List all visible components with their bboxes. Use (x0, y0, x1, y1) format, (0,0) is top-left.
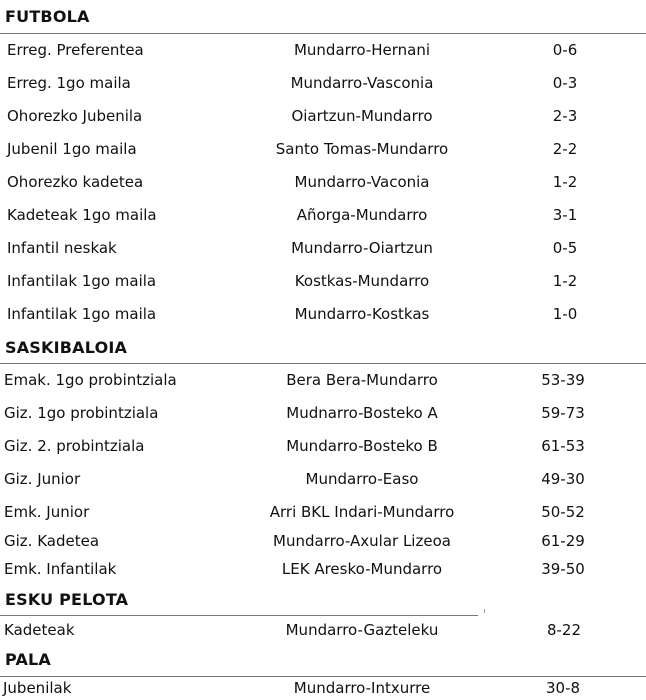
section-divider-esku-pelota (0, 615, 478, 616)
table-row (0, 618, 646, 642)
score-cell: 59-73 (541, 404, 585, 422)
table-row (0, 137, 646, 161)
category-cell: Giz. Junior (4, 470, 81, 488)
table-row (0, 401, 646, 425)
match-cell: Mundarro-Gazteleku (285, 621, 439, 639)
section-title-futbola: FUTBOLA (5, 7, 90, 26)
score-cell: 1-0 (552, 305, 578, 323)
category-cell: Giz. Kadetea (4, 532, 100, 550)
score-cell: 49-30 (541, 470, 585, 488)
match-cell: Oiartzun-Mundarro (291, 107, 433, 125)
table-row (0, 368, 646, 392)
table-row (0, 467, 646, 491)
section-title-esku-pelota: ESKU PELOTA (5, 590, 129, 609)
match-cell: Santo Tomas-Mundarro (275, 140, 449, 158)
match-cell: Mundarro-Bosteko B (286, 437, 438, 455)
match-cell: LEK Aresko-Mundarro (281, 560, 443, 578)
score-cell: 3-1 (552, 206, 578, 224)
score-cell: 30-8 (545, 679, 581, 697)
category-cell: Erreg. Preferentea (7, 41, 144, 59)
score-cell: 0-6 (552, 41, 578, 59)
stray-mark (484, 609, 485, 613)
match-cell: Mundarro-Kostkas (294, 305, 430, 323)
table-row (0, 500, 646, 524)
match-cell: Mundarro-Axular Lizeoa (273, 532, 451, 550)
match-cell: Arri BKL Indari-Mundarro (269, 503, 455, 521)
score-cell: 61-53 (541, 437, 585, 455)
category-cell: Emak. 1go probintziala (4, 371, 177, 389)
category-cell: Emk. Junior (4, 503, 90, 521)
category-cell: Erreg. 1go maila (7, 74, 131, 92)
score-cell: 2-3 (552, 107, 578, 125)
score-cell: 2-2 (552, 140, 578, 158)
table-row (0, 236, 646, 260)
section-divider-futbola (0, 33, 646, 34)
category-cell: Jubenil 1go maila (7, 140, 137, 158)
category-cell: Infantil neskak (7, 239, 117, 257)
table-row (0, 302, 646, 326)
score-cell: 53-39 (541, 371, 585, 389)
table-row (0, 104, 646, 128)
category-cell: Giz. 2. probintziala (4, 437, 145, 455)
category-cell: Jubenilak (3, 679, 72, 697)
match-cell: Bera Bera-Mundarro (286, 371, 438, 389)
category-cell: Kadeteak (4, 621, 75, 639)
table-row (0, 529, 646, 553)
match-cell: Mundarro-Intxurre (293, 679, 431, 697)
table-row (0, 676, 646, 700)
score-cell: 39-50 (541, 560, 585, 578)
score-cell: 50-52 (541, 503, 585, 521)
match-cell: Mundarro-Vaconia (294, 173, 430, 191)
match-cell: Mundarro-Easo (305, 470, 419, 488)
category-cell: Ohorezko kadetea (7, 173, 144, 191)
match-cell: Añorga-Mundarro (296, 206, 428, 224)
match-cell: Mundarro-Vasconia (290, 74, 434, 92)
section-title-saskibaloia: SASKIBALOIA (5, 338, 128, 357)
section-divider-saskibaloia (0, 363, 646, 364)
score-cell: 8-22 (546, 621, 582, 639)
score-cell: 1-2 (552, 173, 578, 191)
score-cell: 0-3 (552, 74, 578, 92)
category-cell: Giz. 1go probintziala (4, 404, 159, 422)
match-cell: Mudnarro-Bosteko A (286, 404, 438, 422)
table-row (0, 71, 646, 95)
match-cell: Mundarro-Hernani (293, 41, 431, 59)
table-row (0, 170, 646, 194)
table-row (0, 557, 646, 581)
score-cell: 1-2 (552, 272, 578, 290)
score-cell: 0-5 (552, 239, 578, 257)
category-cell: Infantilak 1go maila (7, 305, 157, 323)
category-cell: Infantilak 1go maila (7, 272, 157, 290)
table-row (0, 269, 646, 293)
match-cell: Mundarro-Oiartzun (291, 239, 433, 257)
section-title-pala: PALA (5, 650, 52, 669)
table-row (0, 38, 646, 62)
category-cell: Emk. Infantilak (4, 560, 117, 578)
category-cell: Kadeteak 1go maila (7, 206, 157, 224)
match-cell: Kostkas-Mundarro (294, 272, 430, 290)
table-row (0, 434, 646, 458)
table-row (0, 203, 646, 227)
category-cell: Ohorezko Jubenila (7, 107, 143, 125)
score-cell: 61-29 (541, 532, 585, 550)
